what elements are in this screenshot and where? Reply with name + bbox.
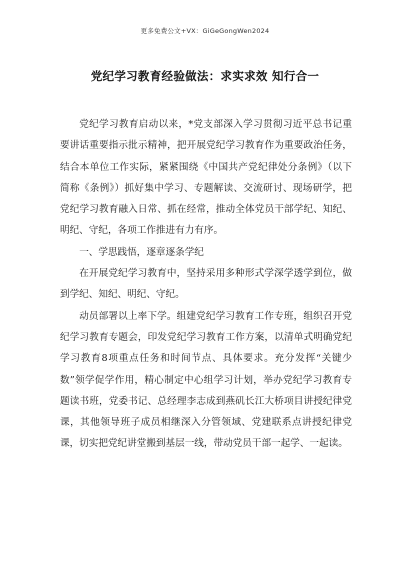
paragraph-section-intro: 在开展党纪学习教育中，坚持采用多种形式学深学透学到位，做到学纪、知纪、明纪、守纪。 bbox=[60, 268, 352, 301]
paragraph-intro: 党纪学习教育启动以来，*党支部深入学习贯彻习近平总书记重要讲话重要指示批示精神，把开展党纪学习教育作为重要政治任务，结合本单位工作实际，紧紧围绕《中国共产党纪律处分条例》（以下简称《条例》）抓好集中学习、专题解读、交流研讨、现场研学，把党纪学习教育融入日常、抓在经常，推动全体党员干部学纪、知纪、明纪、守纪，各项工作推进有力有序。 bbox=[60, 119, 352, 237]
paragraph-mobilization: 动员部署以上率下学。组建党纪学习教育工作专班，组织召开党纪学习教育专题会，印发党纪学习教育工作方案，以清单式明确党纪学习教育8项重点任务和时间节点、具体要求。充分发挥“关键少数”领学促学作用，精心制定中心组学习计划，举办党纪学习教育专题读书班，党委书记、总经理李志成到燕矶长江大桥项目讲授纪律党课，其他领导班子成员相继深入分管领域、党建联系点讲授纪律党课，切实把党纪讲堂搬到基层一线，带动党员干部一起学、一起读。 bbox=[60, 310, 352, 450]
document-body bbox=[60, 114, 352, 455]
header-note: 更多免费公文+VX：GiGeGongWen2024 bbox=[140, 27, 270, 35]
document-title: 党纪学习教育经验做法：求实求效 知行合一 bbox=[90, 69, 320, 83]
section-heading: 一、学思践悟，逐章逐条学纪 bbox=[79, 246, 204, 258]
